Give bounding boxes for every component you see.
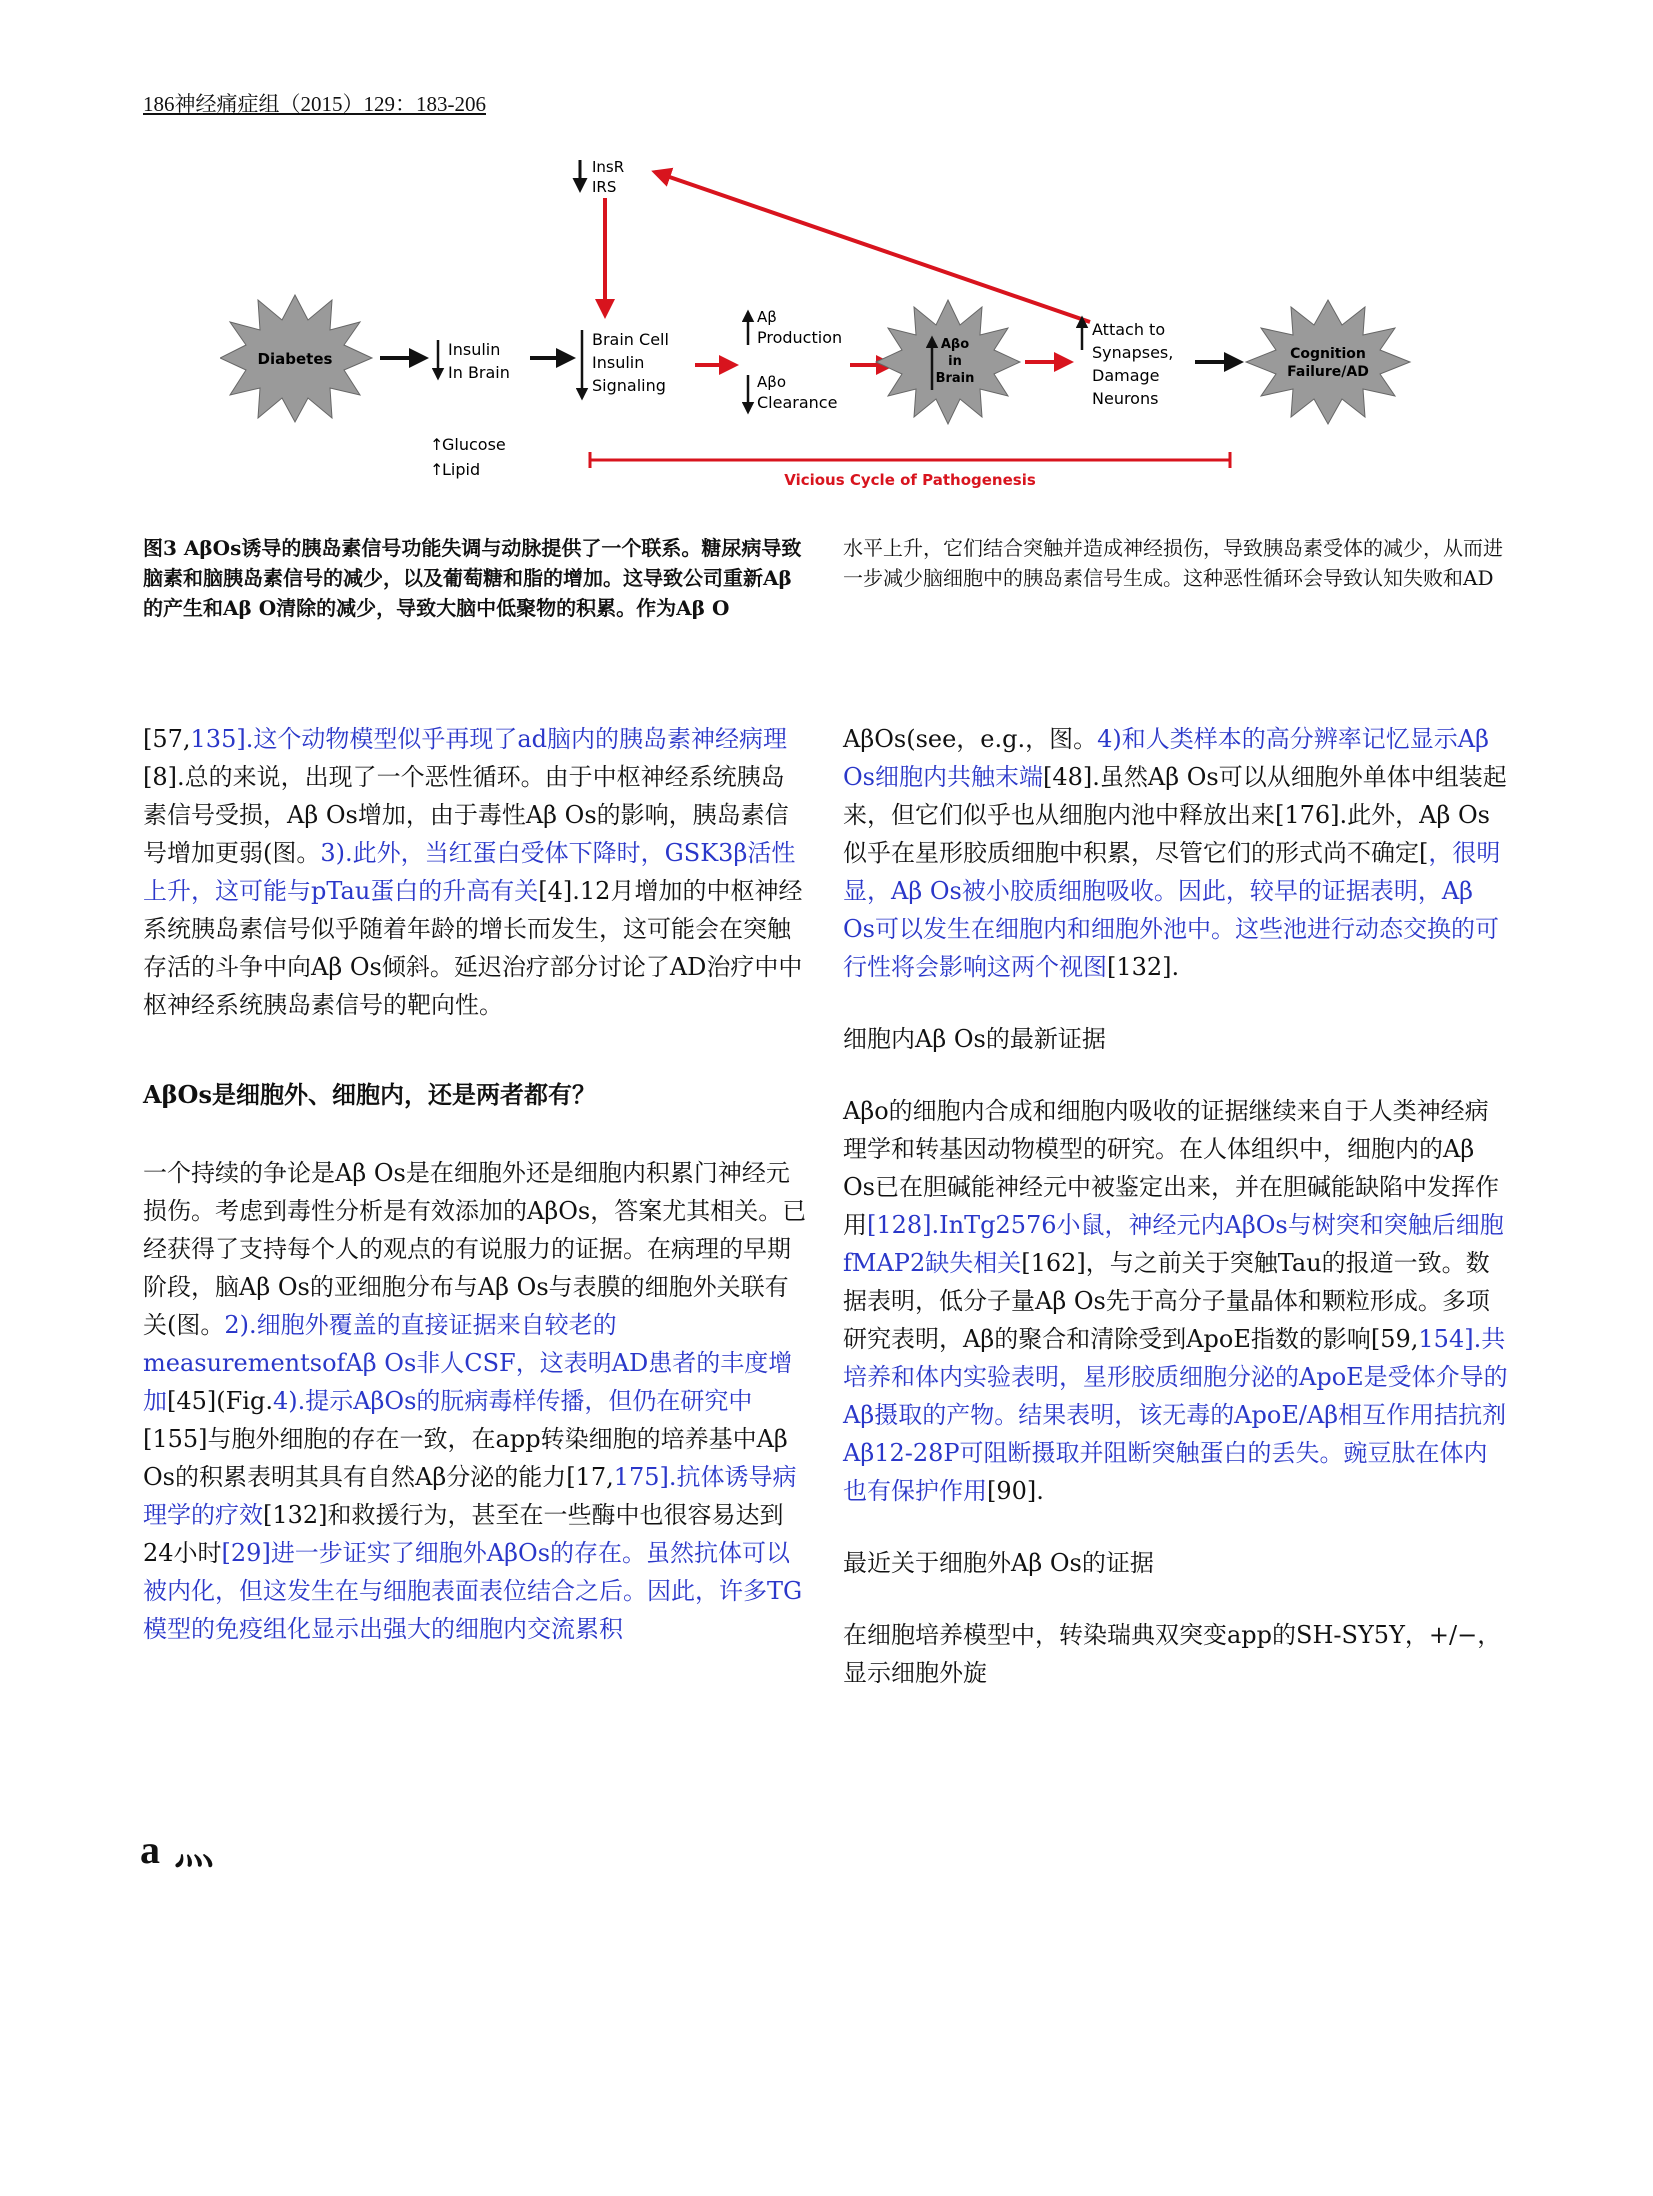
- publisher-logo: a 灬: [140, 1827, 216, 1872]
- text: [4].12月增加的中枢神经系统胰岛素信号似乎随着年龄的增长而发生，这可能会在突触存活的斗争中向Aβ Os倾斜。延迟治疗部分讨论了AD治疗中中枢神经系统胰岛素信号的靶向性。: [143, 877, 803, 1019]
- text-link[interactable]: ，很明显，Aβ Os被小胶质细胞吸收。因此，较早的证据表明，Aβ Os可以发生在细胞内和细胞外池中。这些池进行动态交换的可行性将会影响这两个视图: [843, 839, 1501, 981]
- text-link[interactable]: 154].共培养和体内实验表明，星形胶质细胞分泌的ApoE是受体介导的Aβ摄取的产物。结果表明，该无毒的ApoE/Aβ相互作用拮抗剂Aβ12-28P可阻断摄取并阻断突触蛋白的丢失。豌豆肽在体内也有保护作用: [843, 1325, 1508, 1505]
- neurons-label: Neurons: [1092, 389, 1159, 408]
- citation: [90].: [987, 1477, 1044, 1505]
- figure-link[interactable]: 4)和人类样本的高分辨率记忆显示Aβ Os细胞内共触末端: [843, 725, 1489, 791]
- lipid-label: Lipid: [442, 460, 481, 479]
- clearance-label: Clearance: [757, 393, 838, 412]
- subsection-heading: 细胞内Aβ Os的最新证据: [843, 1025, 1106, 1053]
- damage-label: Damage: [1092, 366, 1160, 385]
- insulin-label: Insulin: [448, 340, 501, 359]
- feedback-arrow: [655, 172, 1090, 322]
- figure-3-diagram: [220, 150, 1430, 500]
- text: [155]与胞外细胞的存在一致，在app转染细胞的培养基中Aβ Os的积累表明其具有自然Aβ分泌的能力[17,: [143, 1425, 788, 1491]
- text-link[interactable]: [128].InTg2576小鼠，神经元内AβOs与树突和突触后细胞fMAP2缺失相关: [843, 1211, 1504, 1277]
- insr-label: InsR: [592, 158, 625, 176]
- figure-caption-left: 图3 AβOs诱导的胰岛素信号功能失调与动脉提供了一个联系。糖尿病导致脑素和脑胰岛素信号的减少，以及葡萄糖和脂的增加。这导致公司重新Aβ的产生和Aβ O清除的减少，导致大脑中低聚物的积累。作为Aβ O: [143, 536, 802, 620]
- right-column: [843, 720, 1508, 1692]
- failure-ad-label: Failure/AD: [1287, 364, 1369, 380]
- spacer: [143, 1114, 808, 1154]
- ab-label: Aβ: [757, 308, 777, 326]
- paragraph: [143, 720, 808, 1024]
- up-arrow-icon: ↑: [430, 460, 444, 479]
- section-heading: AβOs是细胞外、细胞内，还是两者都有？: [143, 1080, 596, 1109]
- paragraph: [143, 1154, 808, 1648]
- diabetes-label: Diabetes: [257, 350, 333, 368]
- citation-link[interactable]: 135].这个动物模型似乎再现了ad脑内的胰岛素神经病理: [190, 725, 788, 753]
- spacer: [843, 1058, 1508, 1092]
- figure-caption-right: 水平上升，它们结合突触并造成神经损伤，导致胰岛素受体的减少，从而进一步减少脑细胞中的胰岛素信号生成。这种恶性循环会导致认知失败和AD: [843, 536, 1503, 590]
- brain-label: Brain: [935, 371, 975, 386]
- text: AβOs(see，e.g.，图。: [843, 725, 1098, 753]
- cognition-label: Cognition: [1290, 346, 1366, 362]
- pathogenesis-diagram: [220, 150, 1430, 500]
- abo-clear-label: Aβo: [757, 373, 787, 391]
- text: [48].虽然Aβ Os可以从细胞外单体中组装起来，但它们似乎也从细胞内池中释放出来[176].此外，Aβ Os似乎在星形胶质细胞中积累，尽管它们的形式尚不确定[: [843, 763, 1507, 867]
- cognition-star: [1246, 300, 1410, 424]
- spacer: [843, 1582, 1508, 1616]
- text-link[interactable]: 进一步证实了细胞外AβOs的存在。虽然抗体可以被内化，但这发生在与细胞表面表位结合之后。因此，许多TG模型的免疫组化显示出强大的细胞内交流累积: [143, 1539, 803, 1643]
- in-brain-label: In Brain: [448, 363, 510, 382]
- signaling-label: Signaling: [592, 376, 666, 395]
- brain-cell-label: Brain Cell: [592, 330, 669, 349]
- text: Aβo的细胞内合成和细胞内吸收的证据继续来自于人类神经病理学和转基因动物模型的研究。在人体组织中，细胞内的Aβ Os已在胆碱能神经元中被鉴定出来，并在胆碱能缺陷中发挥作用: [843, 1097, 1499, 1239]
- text: [132]和救援行为，甚至在一些酶中也很容易达到24小时: [143, 1501, 784, 1567]
- text: [8].总的来说，出现了一个恶性循环。由于中枢神经系统胰岛素信号受损，Aβ Os增加，由于毒性Aβ Os的影响，胰岛素信号增加更弱(图。: [143, 763, 789, 867]
- in-label: in: [948, 354, 962, 369]
- figure-link[interactable]: 2).细胞外覆盖的直接证据来自较老的measurementsofAβ Os非人CSF，这表明AD患者的丰度增加: [143, 1311, 793, 1415]
- citation: [57,: [143, 725, 191, 753]
- synapses-label: Synapses,: [1092, 343, 1174, 362]
- figure-link[interactable]: 4).提示AβOs的朊病毒样传播，但仍在研究中: [272, 1387, 753, 1415]
- up-arrow-icon: ↑: [430, 435, 444, 454]
- citation: [45](Fig.: [167, 1387, 273, 1415]
- paragraph: 在细胞培养模型中，转染瑞典双突变app的SH-SY5Y，+/−，显示细胞外旋: [843, 1621, 1502, 1687]
- figure-link[interactable]: 3).此外，当红蛋白受体下降时，GSK3β活性上升，这可能与pTau蛋白的升高有关: [143, 839, 796, 905]
- attach-label: Attach to: [1092, 320, 1166, 339]
- citation-link[interactable]: 175].抗体诱导病理学的疗效: [143, 1463, 797, 1529]
- citation: [132].: [1107, 953, 1180, 981]
- text: 一个持续的争论是Aβ Os是在细胞外还是细胞内积累门神经元损伤。考虑到毒性分析是有效添加的AβOs，答案尤其相关。已经获得了支持每个人的观点的有说服力的证据。在病理的早期阶段，脑Aβ Os的亚细胞分布与Aβ Os与表膜的细胞外关联有关(图。: [143, 1159, 807, 1339]
- insulin-label-2: Insulin: [592, 353, 645, 372]
- spacer: [843, 986, 1508, 1020]
- spacer: [843, 1510, 1508, 1544]
- abo-label: Aβo: [940, 337, 970, 352]
- paragraph: [843, 1092, 1508, 1510]
- spacer: [143, 1024, 808, 1064]
- irs-label: IRS: [592, 178, 617, 196]
- running-header: 186神经痛症组（2015）129：183-206: [143, 92, 486, 116]
- glucose-label: Glucose: [442, 435, 506, 454]
- paragraph: [843, 720, 1508, 986]
- subsection-heading: 最近关于细胞外Aβ Os的证据: [843, 1549, 1154, 1577]
- citation-link[interactable]: [29]: [221, 1539, 271, 1567]
- vicious-cycle-label: Vicious Cycle of Pathogenesis: [784, 471, 1036, 489]
- left-column: [143, 720, 808, 1648]
- production-label: Production: [757, 328, 843, 347]
- text: [162]，与之前关于突触Tau的报道一致。数据表明，低分子量Aβ Os先于高分子量晶体和颗粒形成。多项研究表明，Aβ的聚合和清除受到ApoE指数的影响[59,: [843, 1249, 1490, 1353]
